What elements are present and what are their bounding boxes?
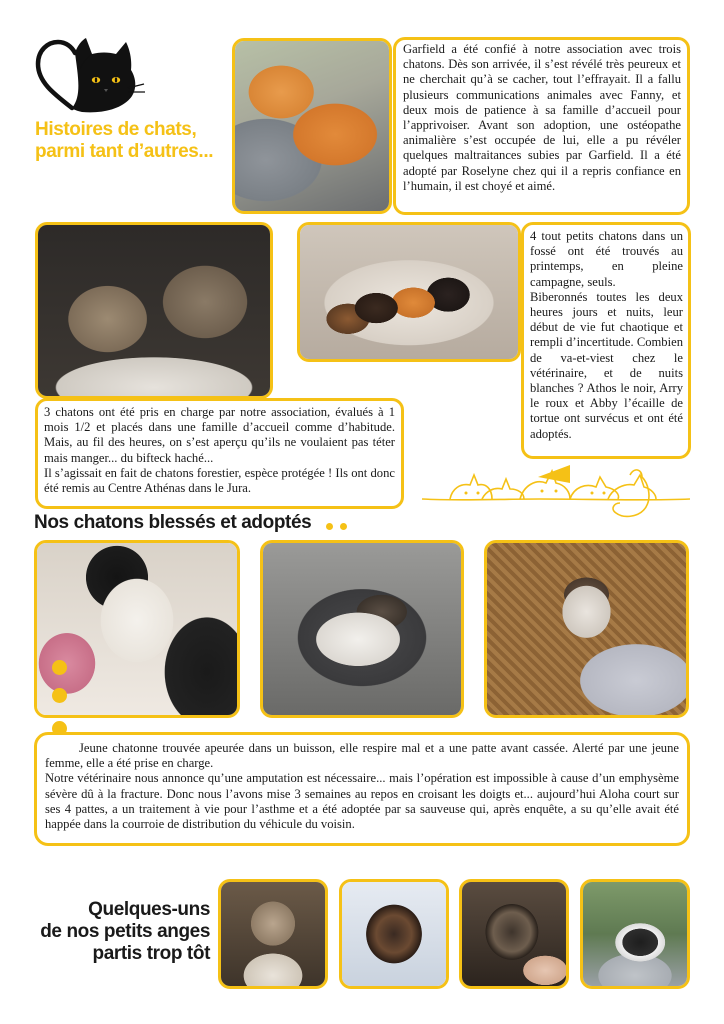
garfield-photo <box>232 38 392 214</box>
page-title-line2: parmi tant d’autres... <box>35 141 214 162</box>
forest-kittens-story-line1: 3 chatons ont été pris en charge par notre association, évalués à 1 mois 1/2 et placés dans une famille d’accueil comme d’habitude. Mais, au fil des heures, on s’est aperçu qu’ils ne voulaient pas téter mais manger... du bifteck haché... <box>44 405 395 465</box>
memorial-photo-3 <box>459 879 569 989</box>
page-title-line1: Histoires de chats, <box>35 119 197 140</box>
garfield-story-text: Garfield a été confié à notre association avec trois chatons. Dès son arrivée, il s’est révélé très peureux et ne cherchait qu’à se cacher, tout l’effrayait. Il a fallu plusieurs communications animales avec Fanny, et deux mois de patience à sa famille d’accueil pour l’apprivoiser. Avant son adoption, une ostéopathe animalière s’est occupée de lui, elle a pu révéler quelques maltraitances subies par Garfield. Il a été adopté par Roselyne chez qui il a repris confiance en l’humain, il est choyé et aimé. <box>403 42 681 193</box>
forest-kittens-photo <box>35 222 273 399</box>
aloha-story-p2: Notre vétérinaire nous annonce qu’une amputation est nécessaire... mais l’opération est impossible à cause d’un emphysème sévère dû à la fracture. Donc nous l’avons mise 3 semaines au repos en croisant les doigts et... aujourd’hui Aloha court sur ses 4 pattes, a un traitement à vie pour l’asthme et a été adoptée par sa sauveuse qui, après enquête, a su qu’elle avait été happée dans la courroie de distribution du véhicule du voisin. <box>45 771 679 832</box>
page-title <box>35 119 213 163</box>
section-dot-2 <box>340 523 347 530</box>
memorial-photo-1 <box>218 879 328 989</box>
four-kittens-story <box>521 222 691 459</box>
four-kittens-story-p2: Biberonnés toutes les deux heures jours et nuits, leur début de vie fut chaotique et rempli d’incertitude. Combien de va-et-viest chez le vétérinaire, et de nuits blanches ? Athos le noir, Arry le roux et Abby l’écaille de tortue ont survécus et ont été adoptés. <box>530 289 683 441</box>
section-injured-title-text: Nos chatons blessés et adoptés <box>34 512 312 533</box>
aloha-photo-2 <box>260 540 464 718</box>
aloha-photo-3 <box>484 540 689 718</box>
memorial-title <box>30 899 210 965</box>
section-dot-1 <box>326 523 333 530</box>
forest-kittens-story <box>35 398 404 509</box>
decor-dot-2 <box>52 688 67 703</box>
garfield-story <box>393 37 690 215</box>
four-kittens-story-p1: 4 tout petits chatons dans un fossé ont été trouvés au printemps, en pleine campagne, seuls. <box>530 229 683 289</box>
memorial-title-line2: de nos petits anges <box>40 921 210 942</box>
section-injured-title <box>34 511 311 535</box>
forest-kittens-story-line2: Il s’agissait en fait de chatons forestier, espèce protégée ! Ils ont donc été remis au Centre Athénas dans le Jura. <box>44 465 395 496</box>
four-kittens-photo <box>297 222 521 362</box>
heart-cat-logo-icon <box>34 36 146 114</box>
cats-line-drawing-icon <box>420 463 692 523</box>
aloha-story <box>34 732 690 846</box>
memorial-photo-4 <box>580 879 690 989</box>
memorial-title-line1: Quelques-uns <box>88 899 210 920</box>
aloha-story-p1: Jeune chatonne trouvée apeurée dans un buisson, elle respire mal et a une patte avant cassée. Alerté par une jeune femme, elle a été prise en charge. <box>45 741 679 771</box>
decor-dot-1 <box>52 660 67 675</box>
memorial-title-line3: partis trop tôt <box>92 943 210 964</box>
memorial-photo-2 <box>339 879 449 989</box>
